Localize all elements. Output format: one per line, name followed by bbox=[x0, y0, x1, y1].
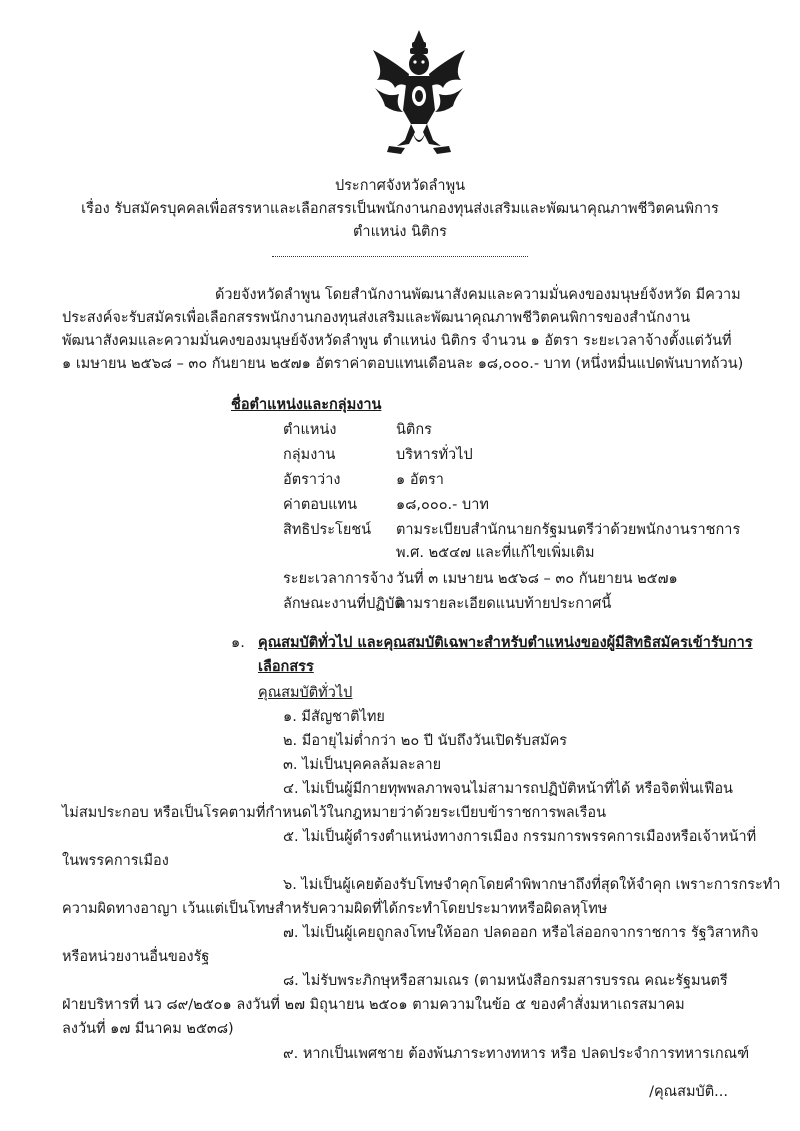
qualification-item: ในพรรคการเมือง bbox=[62, 853, 169, 869]
section-number: ๑. bbox=[231, 635, 245, 651]
field-value: ตามระเบียบสำนักนายกรัฐมนตรีว่าด้วยพนักงานราชการ bbox=[396, 522, 741, 538]
intro-line: พัฒนาสังคมและความมั่นคงของมนุษย์จังหวัดลำพูน ตำแหน่ง นิติกร จำนวน ๑ อัตรา ระยะเวลาจ้างตั้งแต่วันที่ bbox=[62, 333, 732, 349]
qualification-item: ๓. ไม่เป็นบุคคลล้มละลาย bbox=[283, 757, 442, 773]
qualifications-heading: เลือกสรร bbox=[258, 659, 314, 675]
qualification-item: ๙. หากเป็นเพศชาย ต้องพ้นภาระทางทหาร หรือ ปลดประจำการทหารเกณฑ์ bbox=[283, 1046, 750, 1062]
field-value: วันที่ ๓ เมษายน ๒๕๖๘ – ๓๐ กันยายน ๒๕๗๑ bbox=[396, 571, 678, 587]
general-qualifications-heading: คุณสมบัติทั่วไป bbox=[258, 685, 353, 701]
qualification-item: ลงวันที่ ๑๗ มีนาคม ๒๕๓๘) bbox=[62, 1021, 234, 1037]
garuda-emblem-icon bbox=[365, 28, 473, 160]
qualification-item: ๕. ไม่เป็นผู้ดำรงตำแหน่งทางการเมือง กรรมการพรรคการเมืองหรือเจ้าหน้าที่ bbox=[283, 829, 757, 845]
qualification-item: ความผิดทางอาญา เว้นแต่เป็นโทษสำหรับความผิดที่ได้กระทำโดยประมาทหรือผิดลหุโทษ bbox=[62, 901, 608, 917]
field-label: ค่าตอบแทน bbox=[283, 497, 357, 513]
field-value: นิติกร bbox=[396, 422, 432, 438]
field-value: บริหารทั่วไป bbox=[396, 447, 473, 463]
announcement-position: ตำแหน่ง นิติกร bbox=[353, 224, 447, 240]
qualification-item: ฝ่ายบริหารที่ นว ๘๙/๒๕๐๑ ลงวันที่ ๒๗ มิถุนายน ๒๕๐๑ ตามความในข้อ ๕ ของคำสั่งมหาเถรสมาคม bbox=[62, 997, 685, 1013]
field-value: ๑๘,๐๐๐.- บาท bbox=[396, 497, 489, 513]
field-label: กลุ่มงาน bbox=[283, 447, 336, 463]
continuation-note: /คุณสมบัติ... bbox=[649, 1084, 728, 1100]
field-label: สิทธิประโยชน์ bbox=[283, 522, 372, 538]
announcement-title: ประกาศจังหวัดลำพูน bbox=[334, 178, 466, 194]
field-label: ตำแหน่ง bbox=[283, 422, 337, 438]
field-value: พ.ศ. ๒๕๔๗ และที่แก้ไขเพิ่มเติม bbox=[396, 545, 595, 561]
qualification-item: ไม่สมประกอบ หรือเป็นโรคตามที่กำหนดไว้ในกฎหมายว่าด้วยระเบียบข้าราชการพลเรือน bbox=[62, 805, 607, 821]
field-label: ลักษณะงานที่ปฏิบัติ bbox=[283, 596, 404, 612]
intro-line: ๑ เมษายน ๒๕๖๘ – ๓๐ กันยายน ๒๕๗๑ อัตราค่าตอบแทนเดือนละ ๑๘,๐๐๐.- บาท (หนึ่งหมื่นแปดพันบาทถ้วน) bbox=[62, 356, 744, 372]
qualifications-heading: คุณสมบัติทั่วไป และคุณสมบัติเฉพาะสำหรับตำแหน่งของผู้มีสิทธิสมัครเข้ารับการ bbox=[258, 635, 753, 651]
dotted-divider bbox=[272, 256, 528, 257]
field-label: อัตราว่าง bbox=[283, 472, 341, 488]
qualification-item: ๖. ไม่เป็นผู้เคยต้องรับโทษจำคุกโดยคำพิพากษาถึงที่สุดให้จำคุก เพราะการกระทำ bbox=[283, 877, 781, 893]
field-label: ระยะเวลาการจ้าง bbox=[283, 571, 394, 587]
announcement-subject: เรื่อง รับสมัครบุคคลเพื่อสรรหาและเลือกสรรเป็นพนักงานกองทุนส่งเสริมและพัฒนาคุณภาพชีวิตคนพิการ bbox=[81, 201, 719, 217]
qualification-item: หรือหน่วยงานอื่นของรัฐ bbox=[62, 949, 210, 965]
qualification-item: ๑. มีสัญชาติไทย bbox=[283, 709, 385, 725]
qualification-item: ๔. ไม่เป็นผู้มีกายทุพพลภาพจนไม่สามารถปฏิบัติหน้าที่ได้ หรือจิตฟั่นเฟือน bbox=[283, 781, 733, 797]
field-value: ตามรายละเอียดแนบท้ายประกาศนี้ bbox=[396, 596, 612, 612]
qualification-item: ๘. ไม่รับพระภิกษุหรือสามเณร (ตามหนังสือกรมสารบรรณ คณะรัฐมนตรี bbox=[283, 973, 728, 989]
qualification-item: ๗. ไม่เป็นผู้เคยถูกลงโทษให้ออก ปลดออก หรือไล่ออกจากราชการ รัฐวิสาหกิจ bbox=[283, 925, 759, 941]
qualification-item: ๒. มีอายุไม่ต่ำกว่า ๒๐ ปี นับถึงวันเปิดรับสมัคร bbox=[283, 733, 568, 749]
field-value: ๑ อัตรา bbox=[396, 472, 444, 488]
position-section-heading: ชื่อตำแหน่งและกลุ่มงาน bbox=[231, 397, 382, 413]
intro-line: ประสงค์จะรับสมัครเพื่อเลือกสรรพนักงานกองทุนส่งเสริมและพัฒนาคุณภาพชีวิตคนพิการของสำนักงาน bbox=[62, 310, 691, 326]
intro-line: ด้วยจังหวัดลำพูน โดยสำนักงานพัฒนาสังคมและความมั่นคงของมนุษย์จังหวัด มีความ bbox=[215, 287, 741, 303]
